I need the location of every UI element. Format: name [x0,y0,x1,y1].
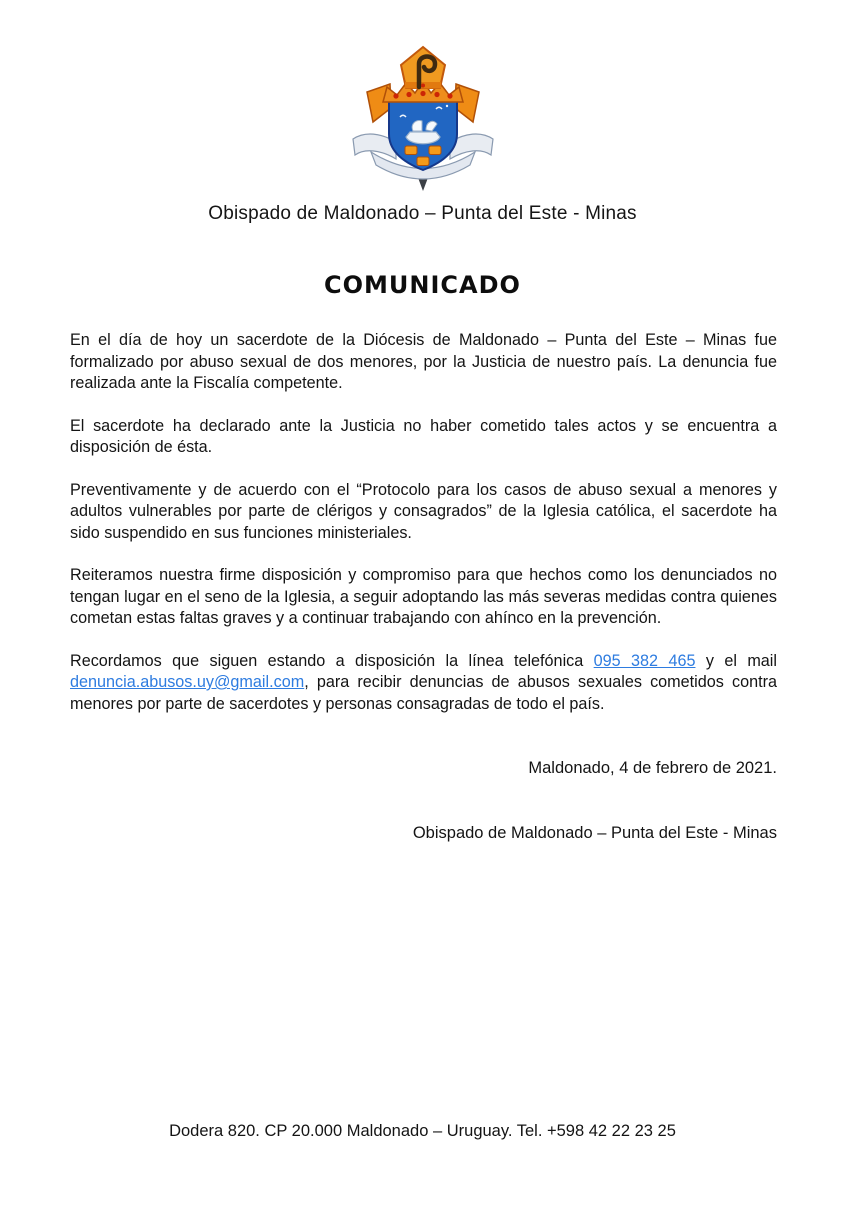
paragraph-4: Reiteramos nuestra firme disposición y compromiso para que hechos como los denunciados no tengan lugar en el seno de la Iglesia, a seguir adoptando las más severas medidas contra quienes cometan estas faltas graves y a continuar trabajando con ahínco en la prevención. [70,566,777,627]
paragraph-5 [70,651,777,716]
phone-number-link[interactable]: 095 382 465 [593,651,696,670]
footer-address: Dodera 820. CP 20.000 Maldonado – Uruguay. Tel. +598 42 22 23 25 [169,1122,676,1140]
paragraph-3: Preventivamente y de acuerdo con el “Protocolo para los casos de abuso sexual a menores y adultos vulnerables por parte de clérigos y consagrados” de la Iglesia católica, el sacerdote ha sido suspendido en sus funciones ministeriales. [70,480,777,542]
document-body [70,330,777,843]
mitre-icon [401,47,445,89]
paragraph-1: En el día de hoy un sacerdote de la Diócesis de Maldonado – Punta del Este – Minas fue formalizado por abuso sexual de dos menores, por la Justicia de nuestro país. La denuncia fue realizada ante la Fiscalía competente. [70,331,777,392]
shield-icon [389,99,457,170]
crest-container [343,42,503,197]
signature-line: Obispado de Maldonado – Punta del Este - Minas [412,824,777,842]
organization-name: Obispado de Maldonado – Punta del Este - Minas [208,203,637,224]
paragraph-2: El sacerdote ha declarado ante la Justicia no haber cometido tales actos y se encuentra a disposición de ésta. [70,416,777,456]
dateline: Maldonado, 4 de febrero de 2021. [528,759,777,777]
paragraph-5-text-between-links: y el mail [695,651,778,670]
paragraph-5-text-after-email: , para recibir denuncias de abusos sexuales cometidos contra menores por parte de sacerdotes y personas consagradas de todo el país. [70,673,777,713]
complaint-email-link[interactable]: denuncia.abusos.uy@gmail.com [70,673,305,691]
diocese-coat-of-arms-icon [343,42,503,192]
paragraph-5-text-before-phone: Recordamos que siguen estando a disposición la línea telefónica [70,651,594,670]
document-title: COMUNICADO [324,271,521,299]
